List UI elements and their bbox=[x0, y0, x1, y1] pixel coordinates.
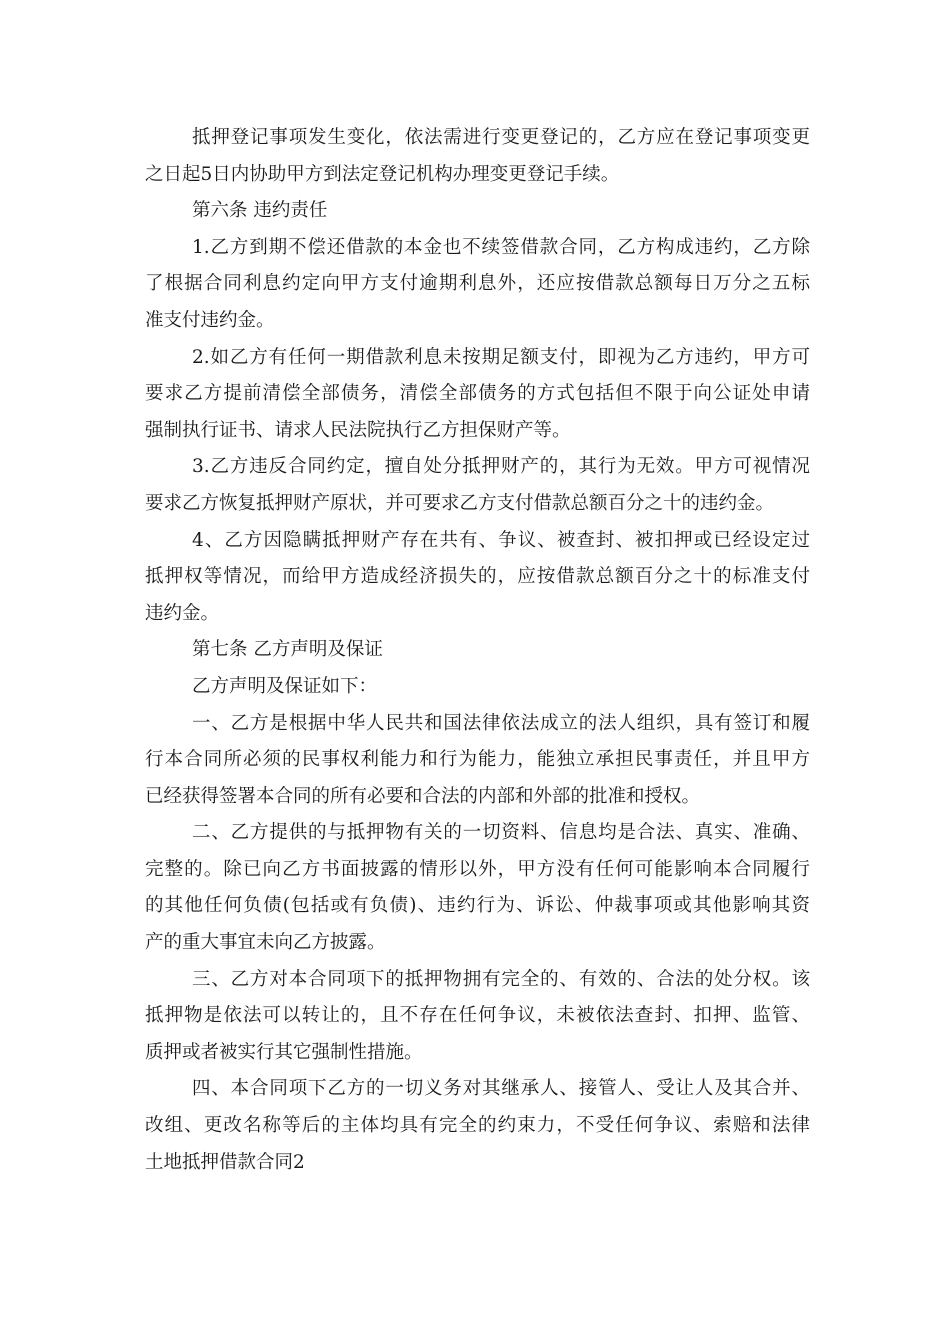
text-line: 3.乙方违反合同约定，擅自处分抵押财产的，其行为无效。甲方可视情况 bbox=[192, 456, 810, 478]
text-line: 四、本合同项下乙方的一切义务对其继承人、接管人、受让人及其合并、 bbox=[192, 1078, 810, 1100]
text-line: 1.乙方到期不偿还借款的本金也不续签借款合同，乙方构成违约，乙方除 bbox=[192, 236, 810, 258]
text-line: 2.如乙方有任何一期借款利息未按期足额支付，即视为乙方违约，甲方可 bbox=[192, 346, 810, 368]
text-line: 违约金。 bbox=[145, 602, 220, 624]
text-line: 第七条 乙方声明及保证 bbox=[192, 639, 383, 661]
text-line: 第六条 违约责任 bbox=[192, 200, 328, 222]
text-line: 质押或者被实行其它强制性措施。 bbox=[145, 1041, 423, 1063]
text-line: 三、乙方对本合同项下的抵押物拥有完全的、有效的、合法的处分权。该 bbox=[192, 968, 810, 990]
text-line: 要求乙方恢复抵押财产原状，并可要求乙方支付借款总额百分之十的违约金。 bbox=[145, 492, 775, 514]
text-line: 乙方声明及保证如下： bbox=[192, 675, 378, 697]
text-line: 准支付违约金。 bbox=[145, 309, 275, 331]
text-line: 抵押物是依法可以转让的，且不存在任何争议，未被依法查封、扣押、监管、 bbox=[145, 1005, 810, 1027]
text-line: 一、乙方是根据中华人民共和国法律依法成立的法人组织，具有签订和履 bbox=[192, 712, 810, 734]
text-line: 二、乙方提供的与抵押物有关的一切资料、信息均是合法、真实、准确、 bbox=[192, 822, 810, 844]
text-line: 的其他任何负债(包括或有负债)、违约行为、诉讼、仲裁事项或其他影响其资 bbox=[145, 895, 810, 917]
text-line: 改组、更改名称等后的主体均具有完全的约束力，不受任何争议、索赔和法律 bbox=[145, 1115, 810, 1137]
text-line: 抵押权等情况，而给甲方造成经济损失的，应按借款总额百分之十的标准支付 bbox=[145, 566, 810, 588]
text-line: 要求乙方提前清偿全部债务，清偿全部债务的方式包括但不限于向公证处申请 bbox=[145, 383, 810, 405]
text-line: 4、乙方因隐瞒抵押财产存在共有、争议、被查封、被扣押或已经设定过 bbox=[192, 529, 810, 551]
text-line: 完整的。除已向乙方书面披露的情形以外，甲方没有任何可能影响本合同履行 bbox=[145, 858, 810, 880]
text-line: 强制执行证书、请求人民法院执行乙方担保财产等。 bbox=[145, 419, 571, 441]
document-body bbox=[145, 120, 810, 1181]
text-line: 产的重大事宜未向乙方披露。 bbox=[145, 932, 386, 954]
text-line: 行本合同所必须的民事权利能力和行为能力，能独立承担民事责任，并且甲方 bbox=[145, 749, 810, 771]
text-line: 土地抵押借款合同2 bbox=[145, 1151, 305, 1173]
text-line: 已经获得签署本合同的所有必要和合法的内部和外部的批准和授权。 bbox=[145, 785, 701, 807]
text-line: 之日起5日内协助甲方到法定登记机构办理变更登记手续。 bbox=[145, 163, 620, 185]
text-line: 抵押登记事项发生变化，依法需进行变更登记的，乙方应在登记事项变更 bbox=[192, 127, 810, 148]
text-line: 了根据合同利息约定向甲方支付逾期利息外，还应按借款总额每日万分之五标 bbox=[145, 273, 810, 295]
